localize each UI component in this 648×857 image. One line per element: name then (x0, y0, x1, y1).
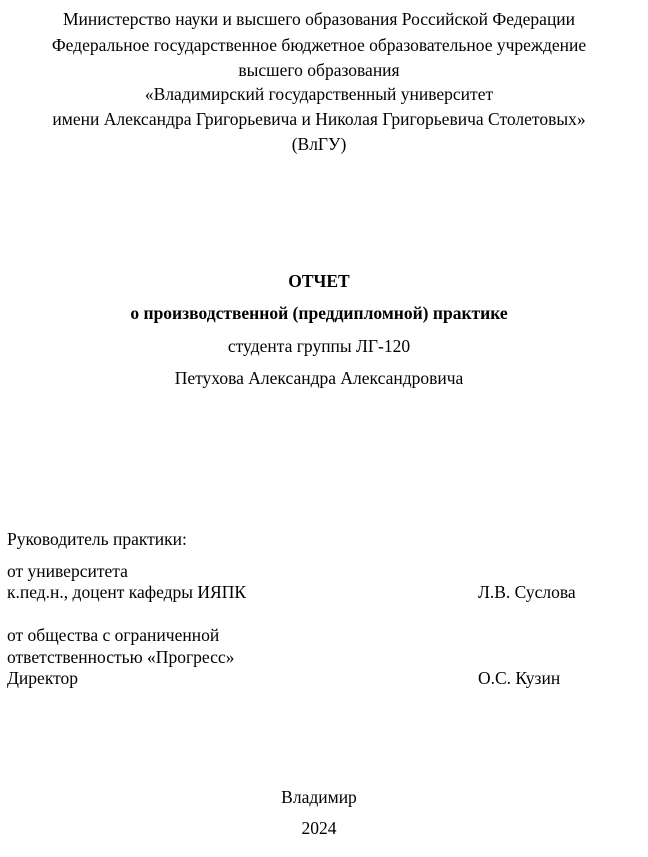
header-education-level: высшего образования (238, 60, 400, 80)
header-ministry: Министерство науки и высшего образования Российской Федерации (62, 9, 576, 29)
header-institution-type: Федеральное государственное бюджетное образовательное учреждение (51, 35, 587, 55)
report-subtitle: о производственной (преддипломной) практике (130, 303, 508, 323)
header-university-abbr: (ВлГУ) (291, 134, 347, 154)
company-supervisor-name: О.С. Кузин (478, 668, 561, 688)
university-supervisor-name: Л.В. Суслова (478, 582, 576, 602)
university-supervisor-position: к.пед.н., доцент кафедры ИЯПК (7, 582, 247, 602)
company-supervisor-org-line2: ответственностью «Прогресс» (7, 647, 235, 667)
university-supervisor-org: от университета (7, 561, 128, 581)
header-university-named-after: имени Александра Григорьевича и Николая Григорьевича Столетовых» (52, 109, 586, 129)
header-university-name: «Владимирский государственный университет (144, 84, 494, 104)
student-group: студента группы ЛГ-120 (227, 336, 411, 356)
footer-city: Владимир (281, 787, 357, 807)
report-title: ОТЧЕТ (288, 271, 350, 291)
company-supervisor-org-line1: от общества с ограниченной (7, 625, 220, 645)
company-supervisor-position: Директор (7, 668, 79, 688)
supervisors-label: Руководитель практики: (7, 529, 187, 549)
footer-year: 2024 (301, 818, 337, 838)
student-name: Петухова Александра Александровича (174, 368, 464, 388)
